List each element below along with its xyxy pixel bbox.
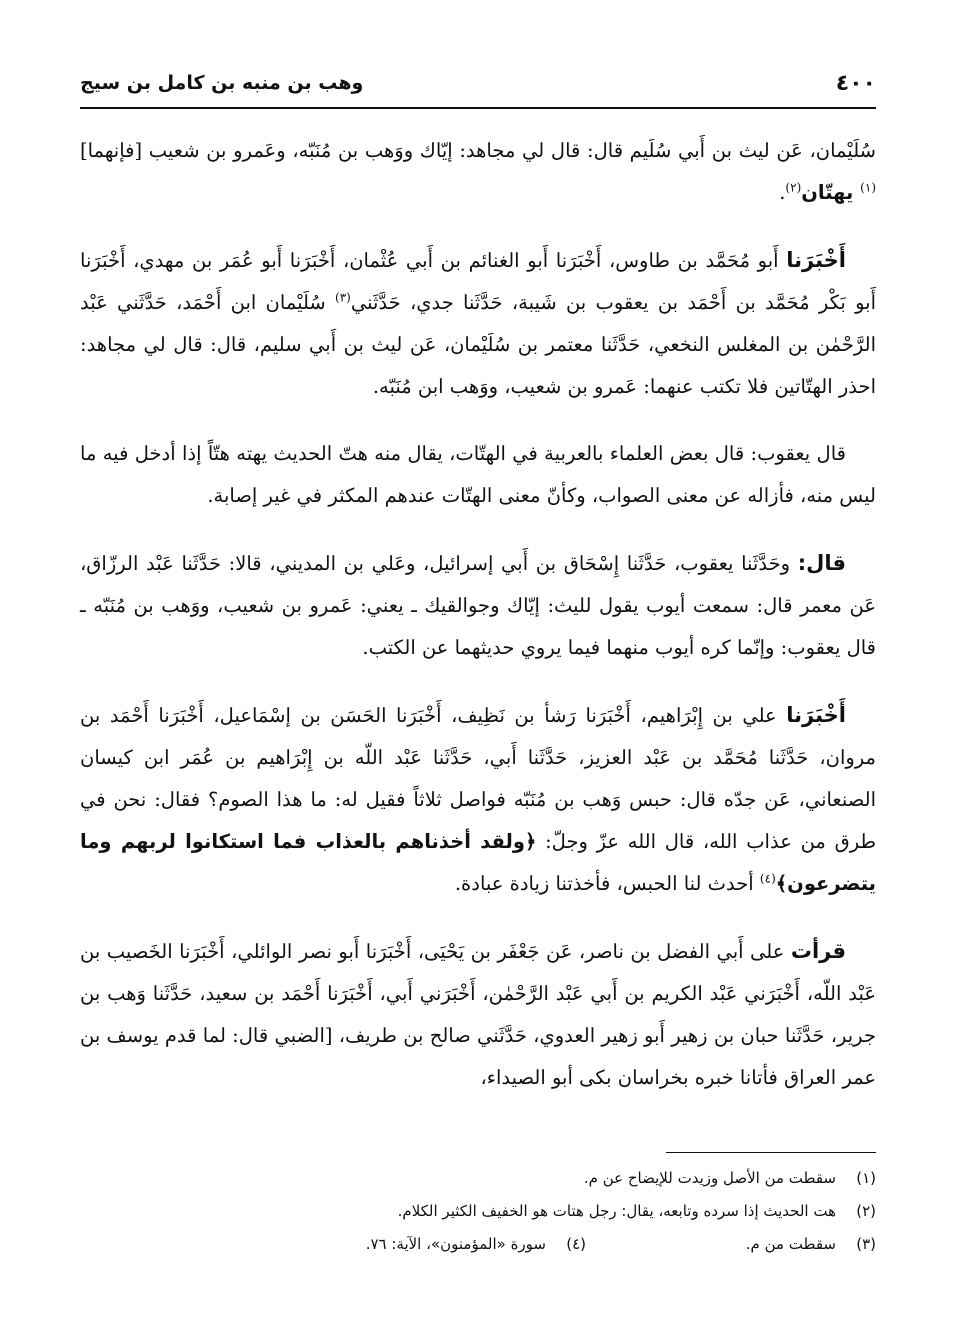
footnote-row: [80, 1228, 876, 1261]
paragraph-6: قرأت على أَبي الفضل بن ناصر، عَن جَعْفَر بن يَحْيَى، أَخْبَرَنا أَبو نصر الوائلي، أَخْبَرَنا الخَصيب بن عَبْد اللّه، أَخْبَرَني عَبْد الكريم بن أَبي عَبْد الرَّحْمٰن، أَخْبَرَني أَبي، أَخْبَرَنا أَحْمَد بن سعيد، حَدَّثَنا وَهب بن جرير، حَدَّثَنا حبان بن زهير أَبو زهير العدوي، حَدَّثَني صالح بن طريف، [الضبي قال: لما قدم يوسف بن عمر العراق فأتانا خبره بخراسان بكى أبو الصيداء،: [80, 939, 876, 1089]
quran-verse: ﴿ولقد أخذناهم بالعذاب فما استكانوا لربهم وما يتضرعون﴾: [80, 830, 876, 895]
paragraph-1: سُلَيْمان، عَن ليث بن أَبي سُلَيم قال: قال لي مجاهد: إيّاك ووَهب بن مُنَبّه، وعَمرو بن شعيب [فإنهما]$^{(١)}$ يهتّان$^{(٢)}$.: [80, 139, 876, 204]
paragraph-2: أَخْبَرَنا أَبو مُحَمَّد بن طاوس، أَخْبَرَنا أَبو الغنائم بن أَبي عُثْمان، أَخْبَرَنا أَبو عُمَر بن مهدي، أَخْبَرَنا أَبو بَكْر مُحَمَّد بن أَحْمَد بن يعقوب بن شَيبة، حَدَّثَنا جدي، حَدَّثَني$^{(٣)}$ سُلَيْمان ابن أَحْمَد، حَدَّثَني عَبْد الرَّحْمٰن بن المغلس النخعي، حَدَّثَنا معتمر بن سُلَيْمان، عَن ليث بن أَبي سليم، قال: قال لي مجاهد: احذر الهتّاتين فلا تكتب عنهما: عَمرو بن شعيب، ووَهب ابن مُنَبّه.: [80, 248, 877, 398]
paragraph-lead: أَخْبَرَنا: [786, 703, 846, 727]
paragraph-4: قال: وحَدَّثَنا يعقوب، حَدَّثَنا إِسْحَاق بن أَبي إسرائيل، وعَلي بن المديني، قالا: حَدَّثَنا عَبْد الرزّاق، عَن معمر قال: سمعت أيوب يقول لليث: إيّاك وجوالقيك ـ يعني: عَمرو بن شعيب، ووَهب بن مُنَبّه ـ قال يعقوب: وإنّما كره أيوب منهما فيما يروي حديثهما عن الكتب.: [80, 551, 876, 659]
footnote-1: (١) سقطت من الأصل وزيدت للإيضاح عن م.: [583, 1169, 876, 1187]
footnote-rule: [666, 1152, 876, 1153]
paragraph-3: قال يعقوب: قال بعض العلماء بالعربية في الهتّات، يقال منه هتّ الحديث يهته هتّاً إذا أدخل فيه ما ليس منه، فأزاله عن معنى الصواب، وكأنّ معنى الهتّات عندهم المكثر في غير إصابة.: [80, 442, 876, 507]
footnotes: [80, 1162, 876, 1261]
paragraph-lead: أَخْبَرَنا: [786, 248, 846, 272]
footnote-3: (٣) سقطت من م.: [745, 1235, 876, 1253]
paragraph-5: أَخْبَرَنا علي بن إِبْرَاهيم، أَخْبَرَنا رَشأ بن نَظِيف، أَخْبَرَنا الحَسَن بن إسْمَاعيل، أَخْبَرَنا أَحْمَد بن مروان، حَدَّثَنا مُحَمَّد بن عَبْد العزيز، حَدَّثَنا أَبي، حَدَّثَنا عَبْد اللّه بن إِبْرَاهيم بن عُمَر ابن كيسان الصنعاني، عَن جدّه قال: حبس وَهب بن مُنَبّه فواصل ثلاثاً فقيل له: ما هذا الصوم؟ فقال: نحن في طرق من عذاب الله، قال الله عزّ وجلّ: ﴿ولقد أخذناهم بالعذاب فما استكانوا لربهم وما يتضرعون﴾$^{(٤)}$ أحدث لنا الحبس، فأخذتنا زيادة عبادة.: [80, 703, 876, 895]
page-number: ٤٠٠: [835, 70, 876, 96]
paragraph-lead: قرأت: [790, 939, 846, 963]
footnote-4: (٤) سورة «المؤمنون»، الآية: ٧٦.: [365, 1235, 586, 1253]
running-title: وهب بن منبه بن كامل بن سيج: [80, 72, 364, 94]
header-rule: [80, 107, 876, 109]
page-header: [80, 62, 876, 104]
footnote-2: (٢) هت الحديث إذا سرده وتابعه، يقال: رجل هتات هو الخفيف الكثير الكلام.: [397, 1202, 876, 1220]
paragraph-lead: قال:: [797, 551, 846, 575]
main-text: [80, 130, 876, 1124]
